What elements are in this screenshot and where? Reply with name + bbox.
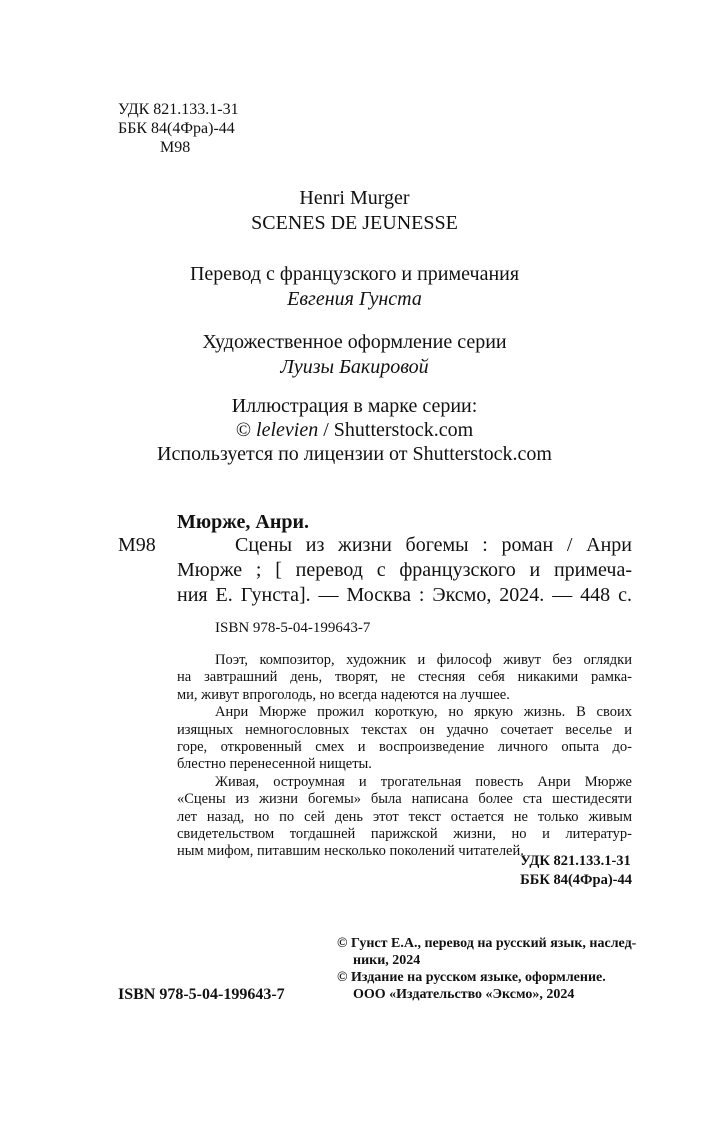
annotation-bbk: ББК 84(4Фра)-44 bbox=[520, 872, 632, 888]
author-mark: М98 bbox=[160, 139, 191, 156]
isbn-bottom: ISBN 978-5-04-199643-7 bbox=[118, 986, 285, 1003]
copyright-symbol: © bbox=[235, 419, 252, 441]
annotation-line: ми, живут впроголодь, но всегда надеются на лучшее. bbox=[177, 686, 510, 703]
annotation-classification bbox=[520, 852, 632, 890]
copyright-line: ники, 2024 bbox=[353, 953, 421, 968]
illustration-source: / Shutterstock.com bbox=[323, 419, 474, 441]
annotation-udk: УДК 821.133.1-31 bbox=[520, 853, 631, 869]
annotation-line: ным мифом, питавшим несколько поколений читателей. bbox=[177, 843, 524, 860]
illustration-credit bbox=[0, 418, 709, 442]
original-author: Henri Murger bbox=[299, 187, 410, 209]
series-design-label: Художественное оформление серии bbox=[202, 331, 507, 353]
bbk-code: ББК 84(4Фра)-44 bbox=[118, 120, 235, 137]
annotation-line: «Сцены из жизни богемы» была написана более ста шестидесяти bbox=[177, 791, 632, 808]
original-title: SCENES DE JEUNESSE bbox=[251, 212, 458, 234]
udk-code: УДК 821.133.1-31 bbox=[118, 101, 239, 118]
license-note: Используется по лицензии от Shutterstock.com bbox=[157, 443, 552, 465]
annotation-line: Анри Мюрже прожил короткую, но яркую жизнь. В своих bbox=[215, 704, 632, 721]
copyright-line: © Издание на русском языке, оформление. bbox=[337, 970, 606, 985]
annotation-text bbox=[177, 652, 632, 861]
illustration-label: Иллюстрация в марке серии: bbox=[231, 395, 478, 417]
translator-name: Евгения Гунста bbox=[287, 288, 422, 310]
annotation-line: горе, откровенный смех и воспроизведение личного опыта до- bbox=[177, 739, 632, 756]
annotation-line: свидетельством тогдашней парижской жизни, но и литератур- bbox=[177, 826, 632, 843]
annotation-line: Поэт, композитор, художник и философ живут без оглядки bbox=[215, 652, 632, 668]
catalog-line: ния Е. Гунста]. — Москва : Эксмо, 2024. — 448 с. bbox=[177, 584, 632, 606]
designer-name: Луизы Бакировой bbox=[280, 356, 429, 378]
annotation-line: изящных немногословных текстах он удачно сочетает веселье и bbox=[177, 721, 632, 738]
annotation-line: Живая, остроумная и трогательная повесть Анри Мюрже bbox=[215, 773, 632, 790]
annotation-line: лет назад, но по сей день этот текст остается не только живым bbox=[177, 808, 632, 825]
classification-block bbox=[118, 100, 239, 157]
copyright-block bbox=[337, 935, 636, 1003]
illustration-author: lelevien bbox=[256, 419, 319, 441]
catalog-line: Мюрже ; [ перевод с французского и примеча- bbox=[177, 559, 632, 581]
catalog-code: М98 bbox=[118, 534, 156, 556]
annotation-line: блестно перенесенной нищеты. bbox=[177, 756, 372, 773]
catalog-line: Сцены из жизни богемы : роман / Анри bbox=[235, 534, 632, 556]
catalog-author-heading: Мюрже, Анри. bbox=[177, 511, 310, 533]
annotation-line: на завтрашний день, творят, не стесняя себя никакими рамка- bbox=[177, 669, 632, 686]
copyright-line: ООО «Издательство «Эксмо», 2024 bbox=[353, 987, 575, 1002]
copyright-line: © Гунст Е.А., перевод на русский язык, наслед- bbox=[337, 936, 637, 951]
catalog-isbn: ISBN 978-5-04-199643-7 bbox=[215, 620, 371, 636]
translation-label: Перевод с французского и примечания bbox=[189, 263, 520, 285]
catalog-description bbox=[177, 533, 632, 608]
